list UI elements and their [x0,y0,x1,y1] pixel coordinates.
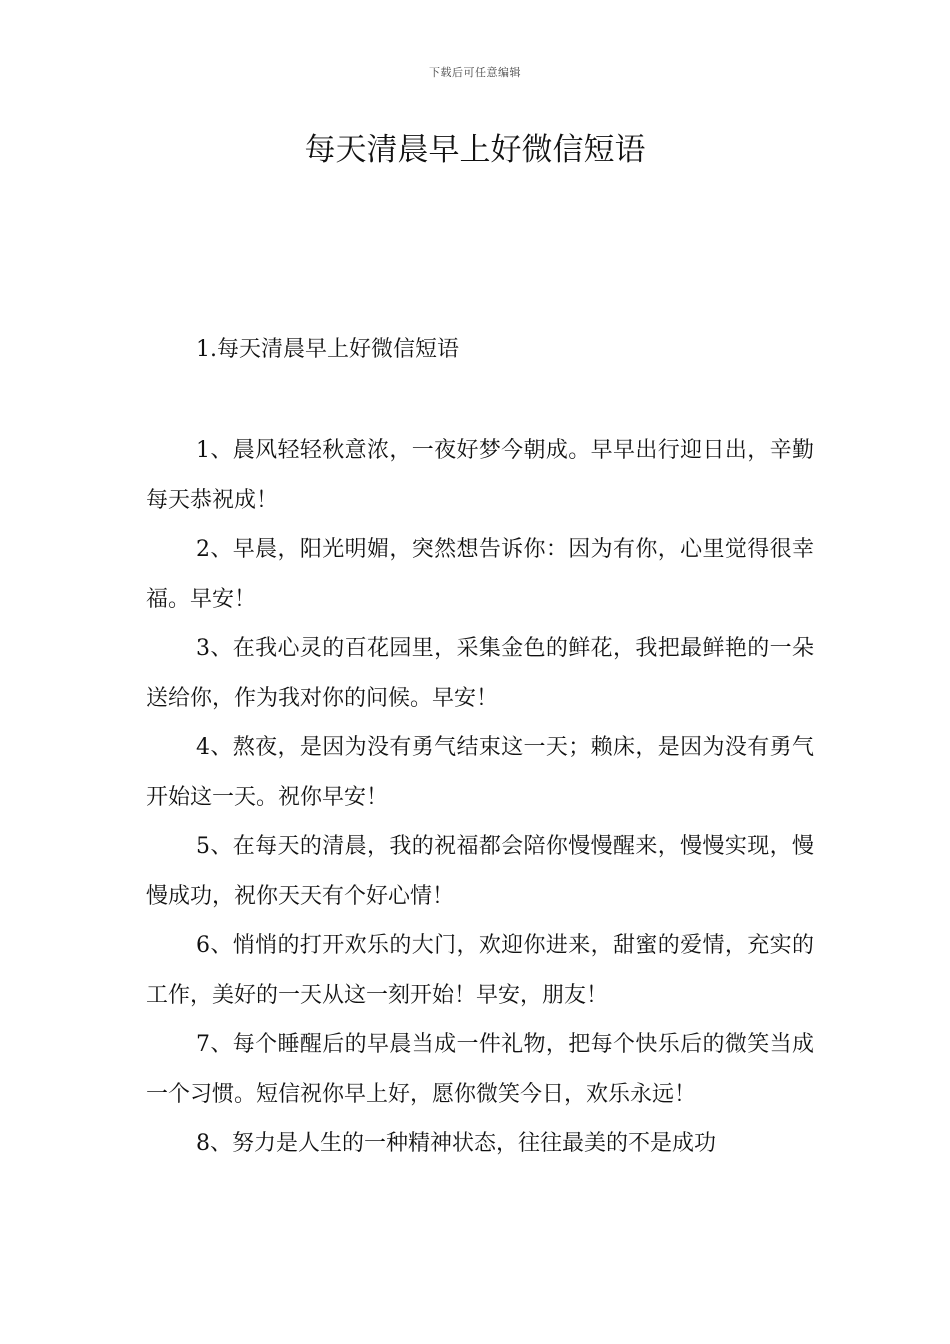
message-item-8: 8、努力是人生的一种精神状态，往往最美的不是成功 [196,1131,716,1156]
message-item-3: 3、在我心灵的百花园里，采集金色的鲜花，我把最鲜艳的一朵送给你，作为我对你的问候。早安！ [146,636,814,711]
message-item-7: 7、每个睡醒后的早晨当成一件礼物，把每个快乐后的微笑当成一个习惯。短信祝你早上好，愿你微笑今日，欢乐永远！ [146,1032,814,1107]
message-item-6: 6、悄悄的打开欢乐的大门，欢迎你进来，甜蜜的爱情，充实的工作，美好的一天从这一刻开始！早安，朋友！ [146,933,814,1008]
message-item-5: 5、在每天的清晨，我的祝福都会陪你慢慢醒来，慢慢实现，慢慢成功，祝你天天有个好心情！ [146,834,814,909]
message-list [146,426,814,1169]
header-note: 下载后可任意编辑 [429,66,521,79]
document-title: 每天清晨早上好微信短语 [304,132,646,168]
section-heading: 1.每天清晨早上好微信短语 [196,337,459,362]
message-item-1: 1、晨风轻轻秋意浓，一夜好梦今朝成。早早出行迎日出，辛勤每天恭祝成！ [146,438,814,513]
message-item-4: 4、熬夜，是因为没有勇气结束这一天；赖床，是因为没有勇气开始这一天。祝你早安！ [146,735,814,810]
message-item-2: 2、早晨，阳光明媚，突然想告诉你：因为有你，心里觉得很幸福。早安！ [146,537,814,612]
